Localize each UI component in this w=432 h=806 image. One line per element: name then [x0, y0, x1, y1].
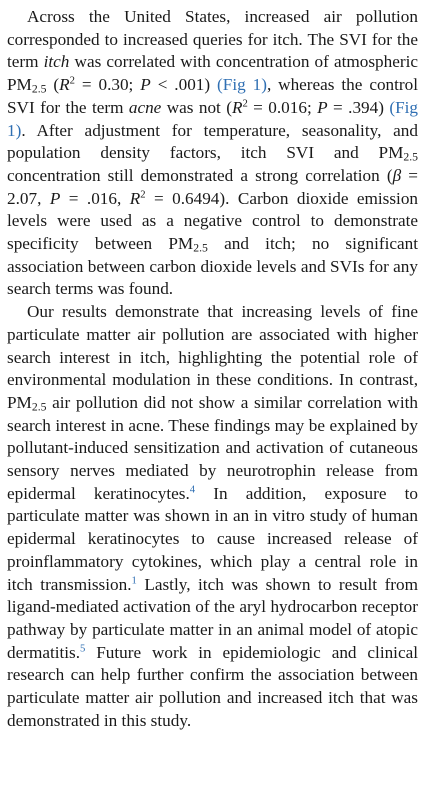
citation-link[interactable]: 5	[80, 643, 86, 655]
superscript: 2	[69, 75, 75, 87]
citation-link[interactable]: 4	[189, 484, 196, 496]
text-run: = 2.07,	[7, 165, 418, 208]
text-run: = 0.6494). Carbon dioxide emission levels were used as a negative control to demonstrate specificity between PM	[7, 188, 419, 254]
text-run: . After adjustment for temperature, seasonality, and population density factors, itch SVI and PM	[7, 120, 418, 163]
text-run: = 0.30;	[74, 75, 141, 95]
text-run: Across the United States, increased air pollution corresponded to increased queries for itch. The SVI for the term	[7, 7, 418, 72]
text-run: Lastly, itch was shown to result from ligand-mediated activation of the aryl hydrocarbon receptor pathway by particulate matter in an animal model of atopic dermatitis.	[7, 574, 418, 662]
text-run: In addition, exposure to particulate matter was shown in an in vitro study of human epidermal keratinocytes to cause increased release of proinflammatory cytokines, which play a central role in itch transmission.	[7, 483, 418, 594]
text-run: was correlated with concentration of atmospheric PM	[7, 52, 418, 95]
subscript: 2.5	[403, 150, 418, 164]
superscript: 2	[242, 98, 248, 110]
text-run: , whereas the control SVI for the term	[7, 75, 419, 117]
text-run: was not (	[161, 97, 232, 117]
text-run: Future work in epidemiologic and clinical research can help further confirm the association between particulate matter air pollution and increased itch that was demonstrated in this study.	[7, 642, 418, 730]
italic-term: itch	[43, 52, 70, 72]
subscript: 2.5	[31, 400, 47, 414]
paragraph-results	[7, 6, 418, 301]
text-run: = .016,	[60, 188, 130, 208]
subscript: 2.5	[193, 241, 208, 255]
text-run: concentration still demonstrated a strong correlation (	[7, 165, 393, 185]
text-run: = 0.016;	[247, 97, 318, 117]
italic-term: R	[59, 75, 70, 95]
italic-term: P	[49, 188, 61, 208]
superscript: 2	[140, 189, 146, 201]
italic-term: β	[392, 165, 402, 185]
text-run: air pollution did not show a similar correlation with search interest in acne. These findings may be explained by pollutant-induced sensitization and activation of cutaneous sensory nerves mediated by neurotrophin release from epidermal keratinocytes.	[7, 392, 418, 503]
italic-term: P	[317, 97, 328, 117]
text-run: and itch; no significant association between carbon dioxide levels and SVIs for any search terms was found.	[7, 234, 418, 299]
italic-term: P	[140, 75, 151, 95]
citation-link[interactable]: 1	[131, 574, 137, 586]
text-run: = .394)	[327, 97, 390, 117]
text-run: Our results demonstrate that increasing levels of fine particulate matter air pollution are associated with higher search interest in itch, highlighting the potential role of environmental modulation in these conditions. In contrast, PM	[7, 302, 418, 412]
text-run: (	[46, 75, 60, 95]
figure-reference-link[interactable]: (Fig 1)	[7, 97, 419, 140]
figure-reference-link[interactable]: (Fig 1)	[217, 75, 267, 95]
italic-term: R	[129, 188, 141, 208]
subscript: 2.5	[31, 82, 47, 96]
paragraph-discussion	[7, 301, 418, 732]
text-run: < .001)	[150, 75, 218, 95]
italic-term: acne	[128, 97, 162, 117]
italic-term: R	[231, 97, 243, 117]
